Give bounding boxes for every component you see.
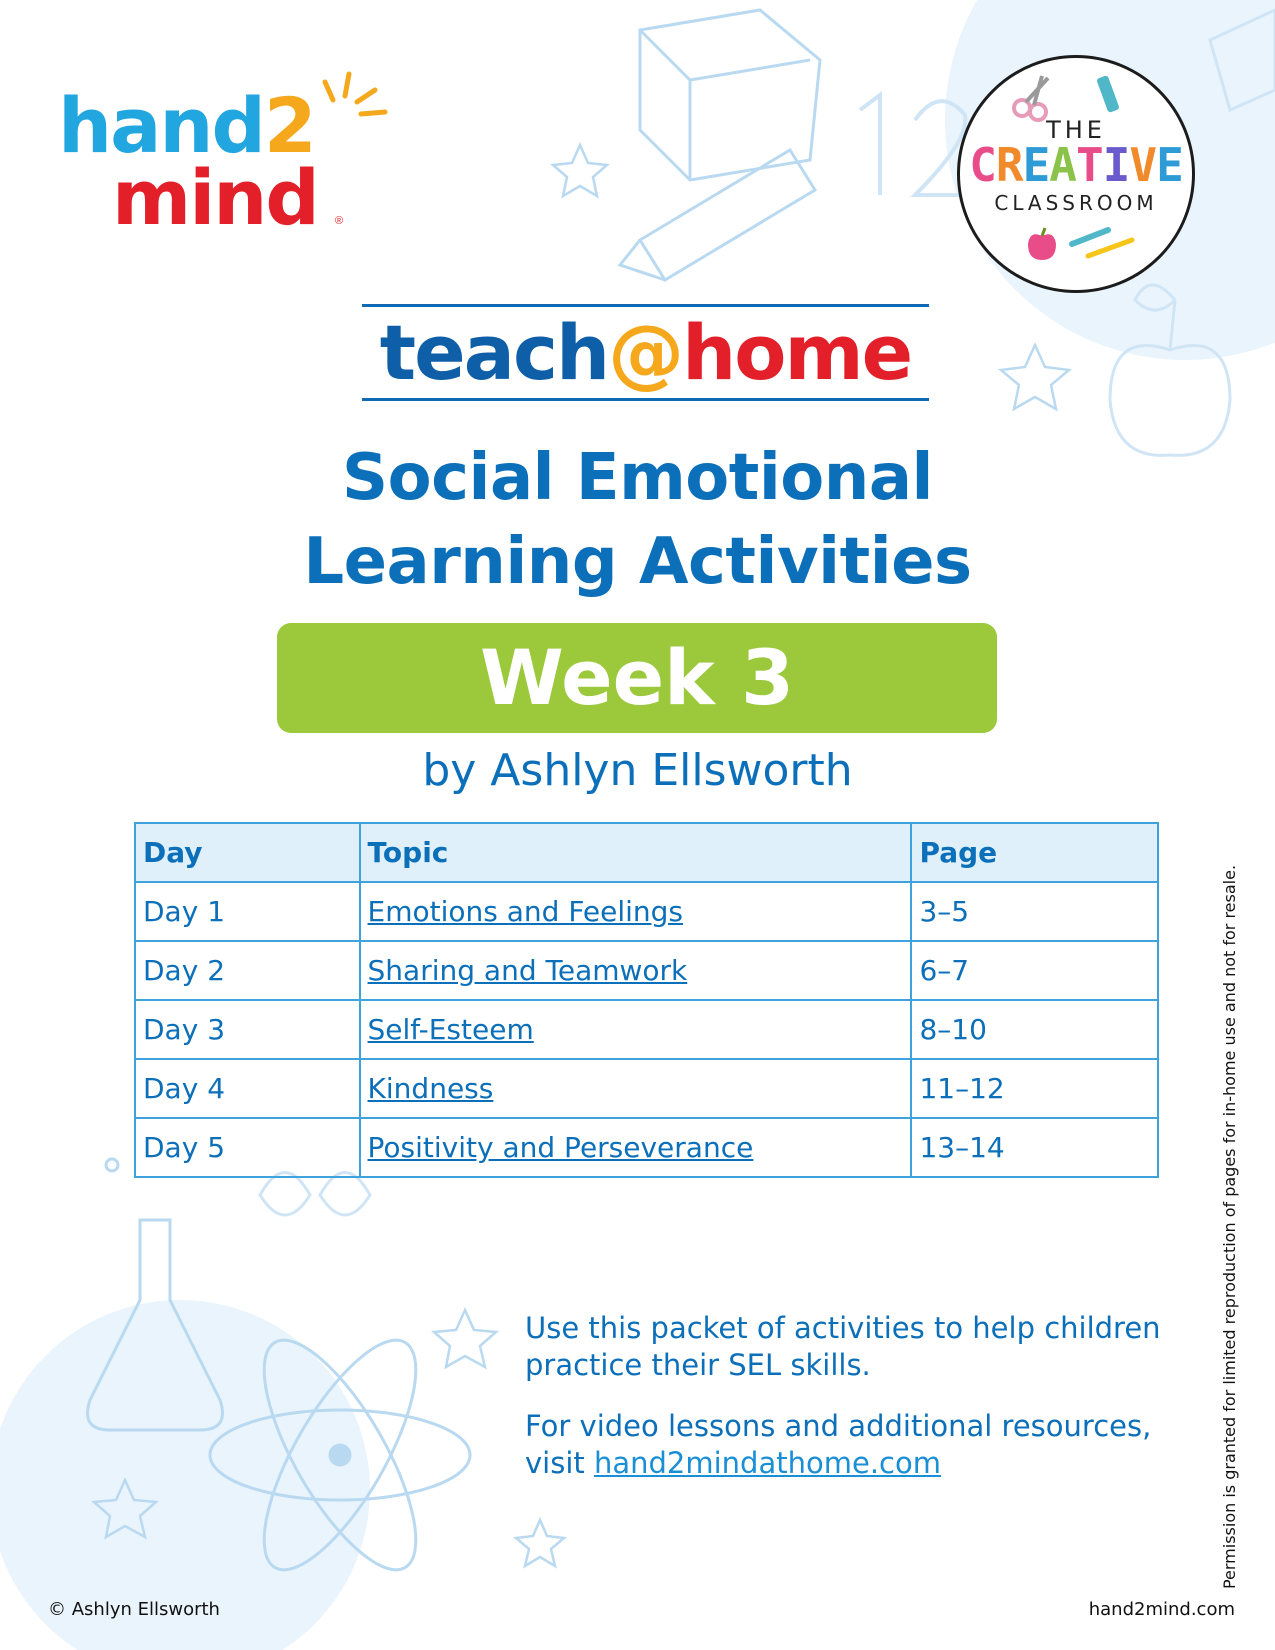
- topic-link-kindness[interactable]: Kindness: [367, 1072, 494, 1105]
- marker-icon: [1068, 222, 1138, 262]
- permission-notice: Permission is granted for limited reproduction of pages for in-home use and not for resale.: [1220, 864, 1239, 1590]
- registered-mark: ®: [335, 215, 344, 227]
- page-title: [200, 436, 1075, 604]
- page-title-line1: Social Emotional: [342, 441, 933, 515]
- topic-cell: [360, 1118, 912, 1177]
- footer-copyright: © Ashlyn Ellsworth: [48, 1599, 220, 1620]
- brand-teach: teach: [379, 308, 609, 397]
- pencil-doodle: [620, 150, 815, 280]
- week-banner: Week 3: [277, 623, 997, 733]
- topic-link-sharing[interactable]: Sharing and Teamwork: [367, 954, 688, 987]
- table-row: [135, 1118, 1158, 1177]
- apple-icon: [1022, 226, 1062, 266]
- table-row: [135, 1000, 1158, 1059]
- column-header-page: Page: [911, 823, 1158, 882]
- author-byline: by Ashlyn Ellsworth: [422, 745, 853, 796]
- page-cell: 8–10: [911, 1000, 1158, 1059]
- table-row: [135, 941, 1158, 1000]
- column-header-day: Day: [135, 823, 360, 882]
- teach-at-home-title: [362, 308, 929, 397]
- page-cell: 13–14: [911, 1118, 1158, 1177]
- hand2mind-wordmark-top: hand2: [58, 81, 315, 170]
- topic-cell: [360, 941, 912, 1000]
- crayon-icon: [1092, 68, 1132, 118]
- brand-at: @: [608, 308, 683, 397]
- topic-link-self-esteem[interactable]: Self-Esteem: [367, 1013, 534, 1046]
- brand-home: home: [682, 308, 912, 397]
- day-cell: Day 3: [135, 1000, 360, 1059]
- day-cell: Day 4: [135, 1059, 360, 1118]
- table-header-row: [135, 823, 1158, 882]
- packet-description: Use this packet of activities to help children practice their SEL skills.: [525, 1311, 1161, 1382]
- badge-the: THE: [1046, 116, 1106, 144]
- page-cell: 3–5: [911, 882, 1158, 941]
- table-row: [135, 1059, 1158, 1118]
- table-row: [135, 882, 1158, 941]
- topic-cell: [360, 882, 912, 941]
- title-bottom-rule: [362, 398, 929, 401]
- page-title-line2: Learning Activities: [303, 525, 972, 599]
- topic-link-emotions[interactable]: Emotions and Feelings: [367, 895, 684, 928]
- video-resources-note: [525, 1408, 1165, 1482]
- hand2mind-wordmark-bottom: mind: [112, 153, 318, 242]
- column-header-topic: Topic: [360, 823, 912, 882]
- day-cell: Day 1: [135, 882, 360, 941]
- topic-cell: [360, 1000, 912, 1059]
- page-cell: 6–7: [911, 941, 1158, 1000]
- sun-rays-icon: [313, 60, 393, 120]
- footer-website: hand2mind.com: [1088, 1599, 1235, 1620]
- scissors-icon: [1008, 72, 1058, 122]
- video-resources-text: For video lessons and additional resources, visit: [525, 1409, 1152, 1480]
- hand2mindathome-link[interactable]: hand2mindathome.com: [593, 1446, 941, 1480]
- topic-cell: [360, 1059, 912, 1118]
- page-cell: 11–12: [911, 1059, 1158, 1118]
- title-top-rule: [362, 304, 929, 307]
- badge-creative: CREATIVE: [969, 138, 1183, 192]
- day-cell: Day 2: [135, 941, 360, 1000]
- hand2mind-logo: [58, 60, 358, 242]
- topic-link-positivity[interactable]: Positivity and Perseverance: [367, 1131, 754, 1164]
- badge-classroom: CLASSROOM: [994, 191, 1158, 215]
- schedule-table: [134, 822, 1159, 1178]
- leaf-doodles: [260, 1173, 370, 1216]
- creative-classroom-logo: [957, 55, 1195, 293]
- day-cell: Day 5: [135, 1118, 360, 1177]
